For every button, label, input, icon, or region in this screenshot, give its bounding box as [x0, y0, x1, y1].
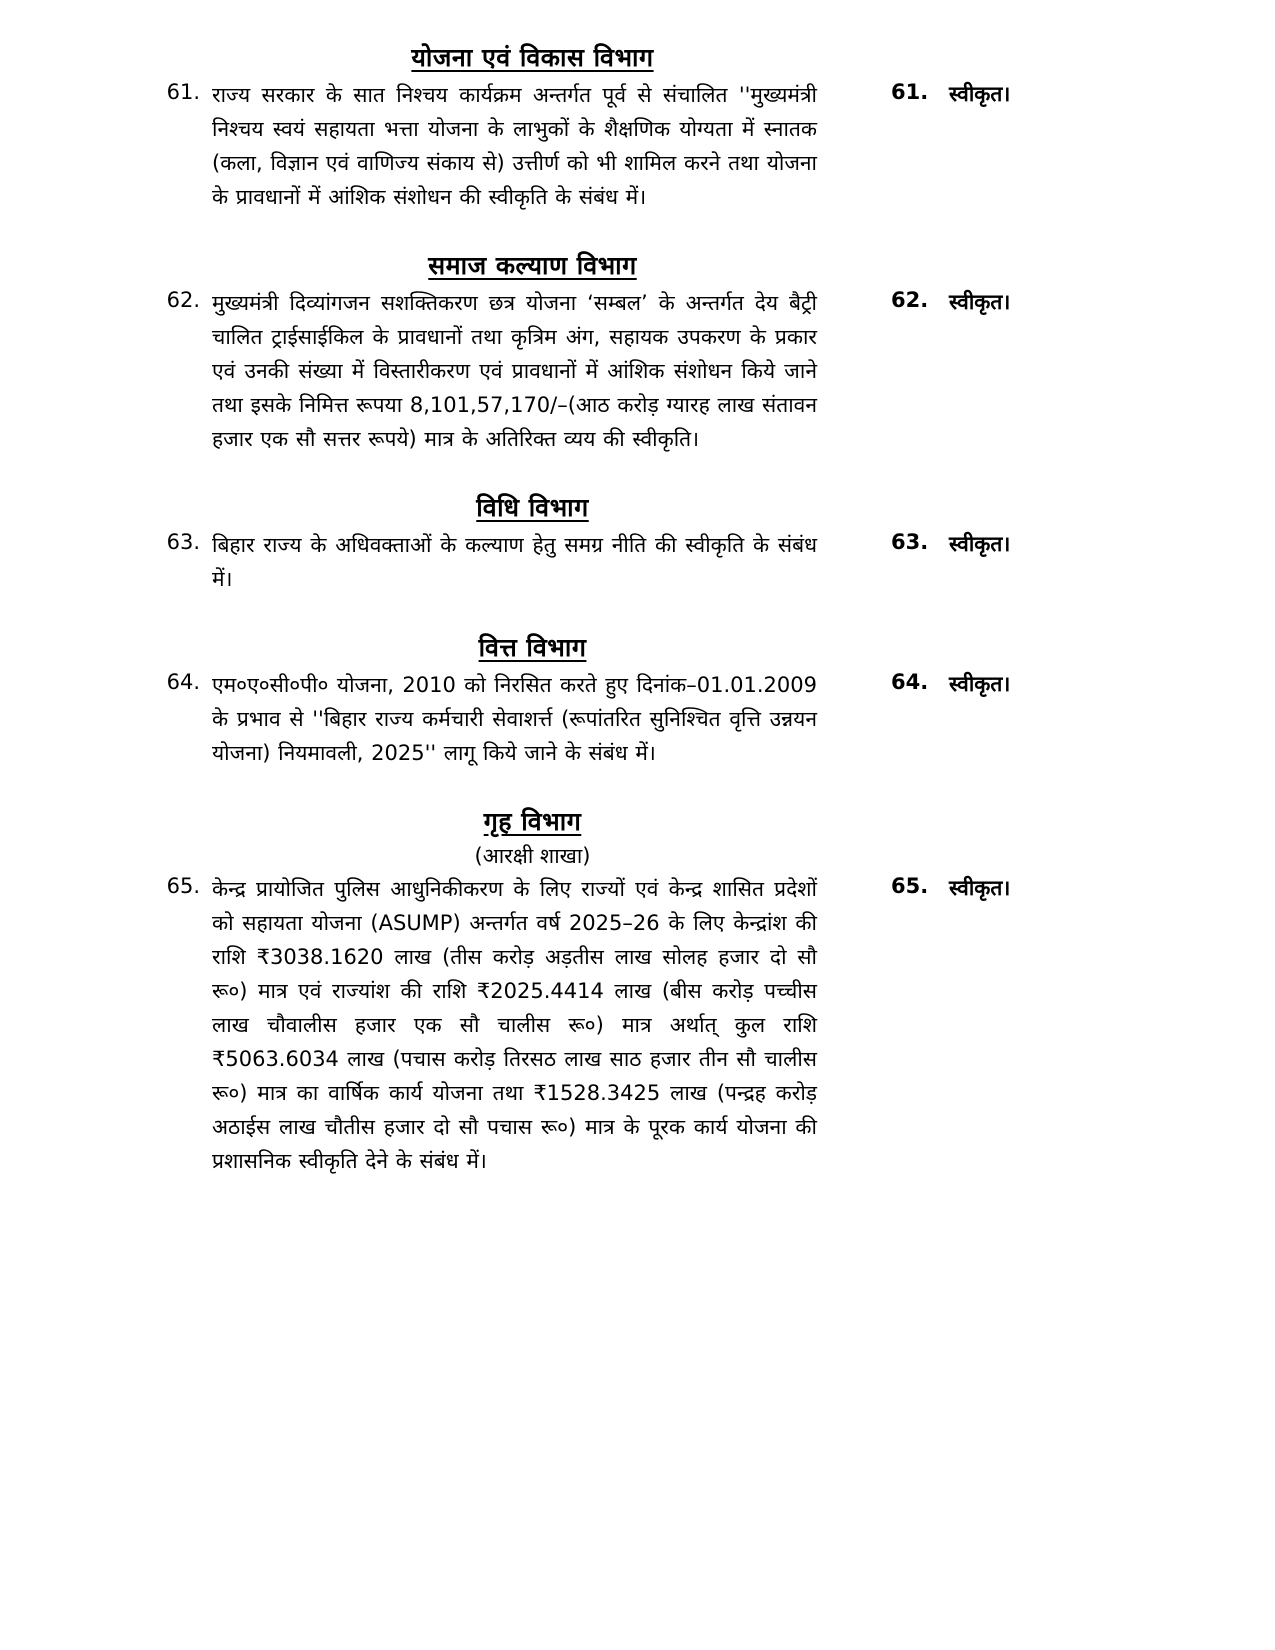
decision-item [0, 872, 1275, 1178]
department-heading: योजना एवं विकास विभाग [411, 43, 654, 72]
item-number: 63. [166, 530, 200, 555]
document-content [0, 40, 1275, 1212]
item-decision [817, 78, 1275, 108]
decision-status: स्वीकृत। [949, 876, 1011, 901]
item-text: बिहार राज्य के अधिवक्ताओं के कल्याण हेतु समग्र नीति की स्वीकृति के संबंध में। [212, 533, 817, 592]
section-home [0, 804, 1275, 1178]
decision-item [0, 528, 1275, 596]
decision-item [0, 668, 1275, 770]
item-text: मुख्यमंत्री दिव्यांगजन सशक्तिकरण छत्र योजना ‘सम्बल’ के अन्तर्गत देय बैट्री चालित ट्राईसाईकिल के प्रावधानों तथा कृत्रिम अंग, सहायक उपकरण के प्रकार एवं उनकी संख्या में विस्तारीकरण एवं प्रावधानों में आंशिक संशोधन किये जाने तथा इसके निमित्त रूपया 8,101,57,170/–(आठ करोड़ ग्यारह लाख संतावन हजार एक सौ सत्तर रूपये) मात्र के अतिरिक्त व्यय की स्वीकृति। [212, 291, 817, 452]
department-heading: गृह विभाग [483, 807, 582, 837]
item-number: 61. [166, 80, 200, 104]
item-text: राज्य सरकार के सात निश्चय कार्यक्रम अन्तर्गत पूर्व से संचालित ''मुख्यमंत्री निश्चय स्वयं सहायता भत्ता योजना के लाभुकों के शैक्षणिक योग्यता में स्नातक (कला, विज्ञान एवं वाणिज्य संकाय से) उत्तीर्ण को भी शामिल करने तथा योजना के प्रावधानों में आंशिक संशोधन की स्वीकृति के संबंध में। [212, 83, 817, 210]
section-social-welfare [0, 248, 1275, 456]
item-number: 62. [166, 288, 200, 313]
decision-status: स्वीकृत। [949, 672, 1011, 697]
decision-status: स्वीकृत। [949, 532, 1011, 557]
item-decision [817, 286, 1275, 316]
department-subheading: (आरक्षी शाखा) [474, 844, 591, 869]
item-text: एम०ए०सी०पी० योजना, 2010 को निरसित करते हुए दिनांक–01.01.2009 के प्रभाव से ''बिहार राज्य कर्मचारी सेवाशर्त्त (रूपांतरित सुनिश्चित वृत्ति उन्नयन योजना) नियमावली, 2025'' लागू किये जाने के संबंध में। [212, 673, 817, 766]
decision-number: 61. [891, 80, 929, 104]
item-decision [817, 528, 1275, 558]
department-heading: विधि विभाग [476, 493, 589, 523]
item-text: केन्द्र प्रायोजित पुलिस आधुनिकीकरण के लिए राज्यों एवं केन्द्र शासित प्रदेशों को सहायता योजना (ASUMP) अन्तर्गत वर्ष 2025–26 के लिए केन्द्रांश की राशि ₹3038.1620 लाख (तीस करोड़ अड़तीस लाख सोलह हजार दो सौ रू०) मात्र एवं राज्यांश की राशि ₹2025.4414 लाख (बीस करोड़ पच्चीस लाख चौवालीस हजार एक सौ चालीस रू०) मात्र अर्थात् कुल राशि ₹5063.6034 लाख (पचास करोड़ तिरसठ लाख साठ हजार तीन सौ चालीस रू०) मात्र का वार्षिक कार्य योजना तथा ₹1528.3425 लाख (पन्द्रह करोड़ अठाईस लाख चौतीस हजार दो सौ पचास रू०) मात्र के पूरक कार्य योजना की प्रशासनिक स्वीकृति देने के संबंध में। [212, 877, 817, 1174]
decision-item [0, 286, 1275, 456]
decision-number: 64. [891, 670, 929, 695]
item-decision [817, 872, 1275, 902]
decision-number: 63. [891, 530, 929, 555]
decision-number: 65. [891, 874, 929, 899]
decision-status: स्वीकृत। [949, 82, 1011, 106]
department-heading: समाज कल्याण विभाग [428, 251, 637, 281]
section-finance [0, 630, 1275, 770]
decision-number: 62. [891, 288, 929, 313]
department-heading: वित्त विभाग [478, 633, 587, 663]
item-number: 64. [166, 670, 200, 695]
item-decision [817, 668, 1275, 698]
section-planning-development [0, 40, 1275, 214]
item-number: 65. [166, 874, 200, 899]
section-law [0, 490, 1275, 596]
decision-status: स्वीकृत। [949, 290, 1011, 315]
decision-item [0, 78, 1275, 214]
